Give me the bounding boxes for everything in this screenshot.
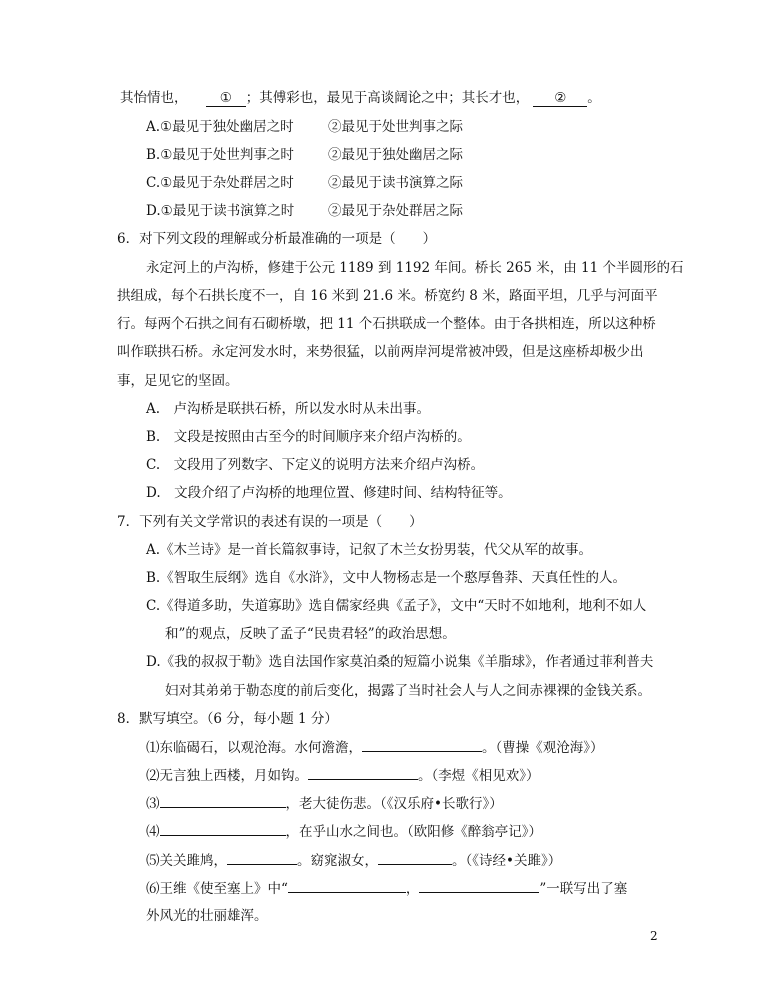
q6-passage-line: 永定河上的卢沟桥，修建于公元 1189 到 1192 年间。桥长 265 米，由 11 个半圆形的石 [146, 260, 684, 276]
q8-item-6-comma: ， [405, 881, 420, 897]
q5-option-c-part2: ②最见于读书演算之际 [328, 175, 463, 191]
q6-passage-line: 事，足见它的坚固。 [117, 373, 239, 389]
q5-blank-2: ② [533, 90, 587, 107]
answer-blank[interactable] [419, 878, 539, 893]
answer-blank[interactable] [308, 765, 418, 780]
q7-option-c: C.《得道多助，失道寡助》选自儒家经典《孟子》，文中“天时不如地利，地利不如人 [146, 598, 647, 614]
q5-stem [120, 88, 601, 108]
q6-option-d: D. 文段介绍了卢沟桥的地理位置、修建时间、结构特征等。 [146, 485, 512, 501]
q5-option-b-part2: ②最见于独处幽居之际 [328, 147, 463, 163]
q8-item-3-num: ⑶ [146, 796, 160, 812]
q5-option-c-part1: C.①最见于杂处群居之时 [146, 175, 294, 191]
q5-option-d [146, 201, 463, 221]
q6-title: 6．对下列文段的理解或分析最准确的一项是（ ） [117, 231, 437, 247]
q8-item-1 [146, 737, 604, 758]
q5-option-a [146, 117, 463, 137]
page-number: 2 [650, 929, 658, 943]
answer-blank[interactable] [160, 793, 286, 808]
q8-item-5 [146, 850, 561, 871]
q7-option-b: B.《智取生辰纲》选自《水浒》，文中人物杨志是一个憨厚鲁莽、天真任性的人。 [146, 570, 626, 586]
q8-item-1-source: 。（曹操《观沧海》） [482, 740, 604, 756]
q5-option-b [146, 145, 463, 165]
answer-blank[interactable] [362, 737, 482, 752]
q8-item-5-source: 。（《诗经•关雎》） [452, 853, 562, 869]
answer-blank[interactable] [227, 850, 297, 865]
q7-option-d: D.《我的叔叔于勒》选自法国作家莫泊桑的短篇小说集《羊脂球》，作者通过菲利普夫 [146, 654, 654, 670]
q6-passage-line: 行。每两个石拱之间有石砌桥墩，把 11 个石拱联成一个整体。由于各拱相连，所以这种桥 [117, 316, 656, 332]
answer-blank[interactable] [288, 878, 406, 893]
q7-title: 7．下列有关文学常识的表述有误的一项是（ ） [117, 514, 423, 530]
answer-blank[interactable] [378, 850, 452, 865]
q8-item-1-prompt: ⑴东临碣石，以观沧海。水何澹澹， [146, 740, 362, 756]
q7-option-a: A.《木兰诗》是一首长篇叙事诗，记叙了木兰女扮男装，代父从军的故事。 [146, 542, 593, 558]
q8-item-4-num: ⑷ [146, 824, 160, 840]
q6-passage-line: 拱组成，每个石拱长度不一，自 16 米到 21.6 米。桥宽约 8 米，路面平坦，几乎与河面平 [117, 288, 658, 304]
q8-item-4-source: ，在乎山水之间也。（欧阳修《醉翁亭记》） [285, 824, 542, 840]
q5-stem-start: 其怡情也， [120, 90, 188, 106]
q7-option-d-cont: 妇对其弟弟于勒态度的前后变化，揭露了当时社会人与人之间赤裸裸的金钱关系。 [165, 683, 651, 699]
q7-option-c-cont: 和”的观点，反映了孟子“民贵君轻”的政治思想。 [165, 626, 456, 642]
q8-item-3-source: ，老大徒伤悲。（《汉乐府•长歌行》） [285, 796, 503, 812]
q5-option-d-part2: ②最见于杂处群居之际 [328, 203, 463, 219]
q6-option-b: B. 文段是按照由古至今的时间顺序来介绍卢沟桥的。 [146, 429, 471, 445]
q5-blank-1: ① [206, 90, 246, 107]
answer-blank[interactable] [160, 821, 286, 836]
q5-option-c [146, 173, 463, 193]
q8-item-6-cont: 外风光的壮丽雄浑。 [146, 908, 268, 924]
q6-option-c: C. 文段用了列数字、下定义的说明方法来介绍卢沟桥。 [146, 457, 485, 473]
q8-item-2-source: 。（李煜《相见欢》） [418, 768, 540, 784]
q8-item-2 [146, 765, 540, 786]
q8-item-5-middle: 。窈窕淑女， [297, 853, 378, 869]
q5-option-a-part2: ②最见于处世判事之际 [328, 119, 463, 135]
q6-option-a: A. 卢沟桥是联拱石桥，所以发水时从未出事。 [146, 401, 431, 417]
q8-title: 8．默写填空。（6 分，每小题 1 分） [117, 711, 338, 727]
q8-item-6-prompt: ⑹王维《使至塞上》中“ [146, 881, 288, 897]
q5-stem-end: 。 [587, 90, 601, 106]
q8-item-6 [146, 878, 627, 899]
q5-stem-middle: ；其傅彩也，最见于高谈阔论之中；其长才也， [245, 90, 530, 106]
q6-passage-line: 叫作联拱石桥。永定河发水时，来势很猛，以前两岸河堤常被冲毁，但是这座桥却极少出 [117, 344, 644, 360]
q5-option-d-part1: D.①最见于读书演算之时 [146, 203, 295, 219]
q8-item-5-prompt: ⑸关关雎鸠， [146, 853, 227, 869]
q5-option-a-part1: A.①最见于独处幽居之时 [146, 119, 294, 135]
q5-option-b-part1: B.①最见于处世判事之时 [146, 147, 294, 163]
q8-item-3 [146, 793, 503, 814]
q8-item-6-tail: ”一联写出了塞 [539, 881, 628, 897]
q8-item-4 [146, 821, 542, 842]
q8-item-2-prompt: ⑵无言独上西楼，月如钩。 [146, 768, 308, 784]
